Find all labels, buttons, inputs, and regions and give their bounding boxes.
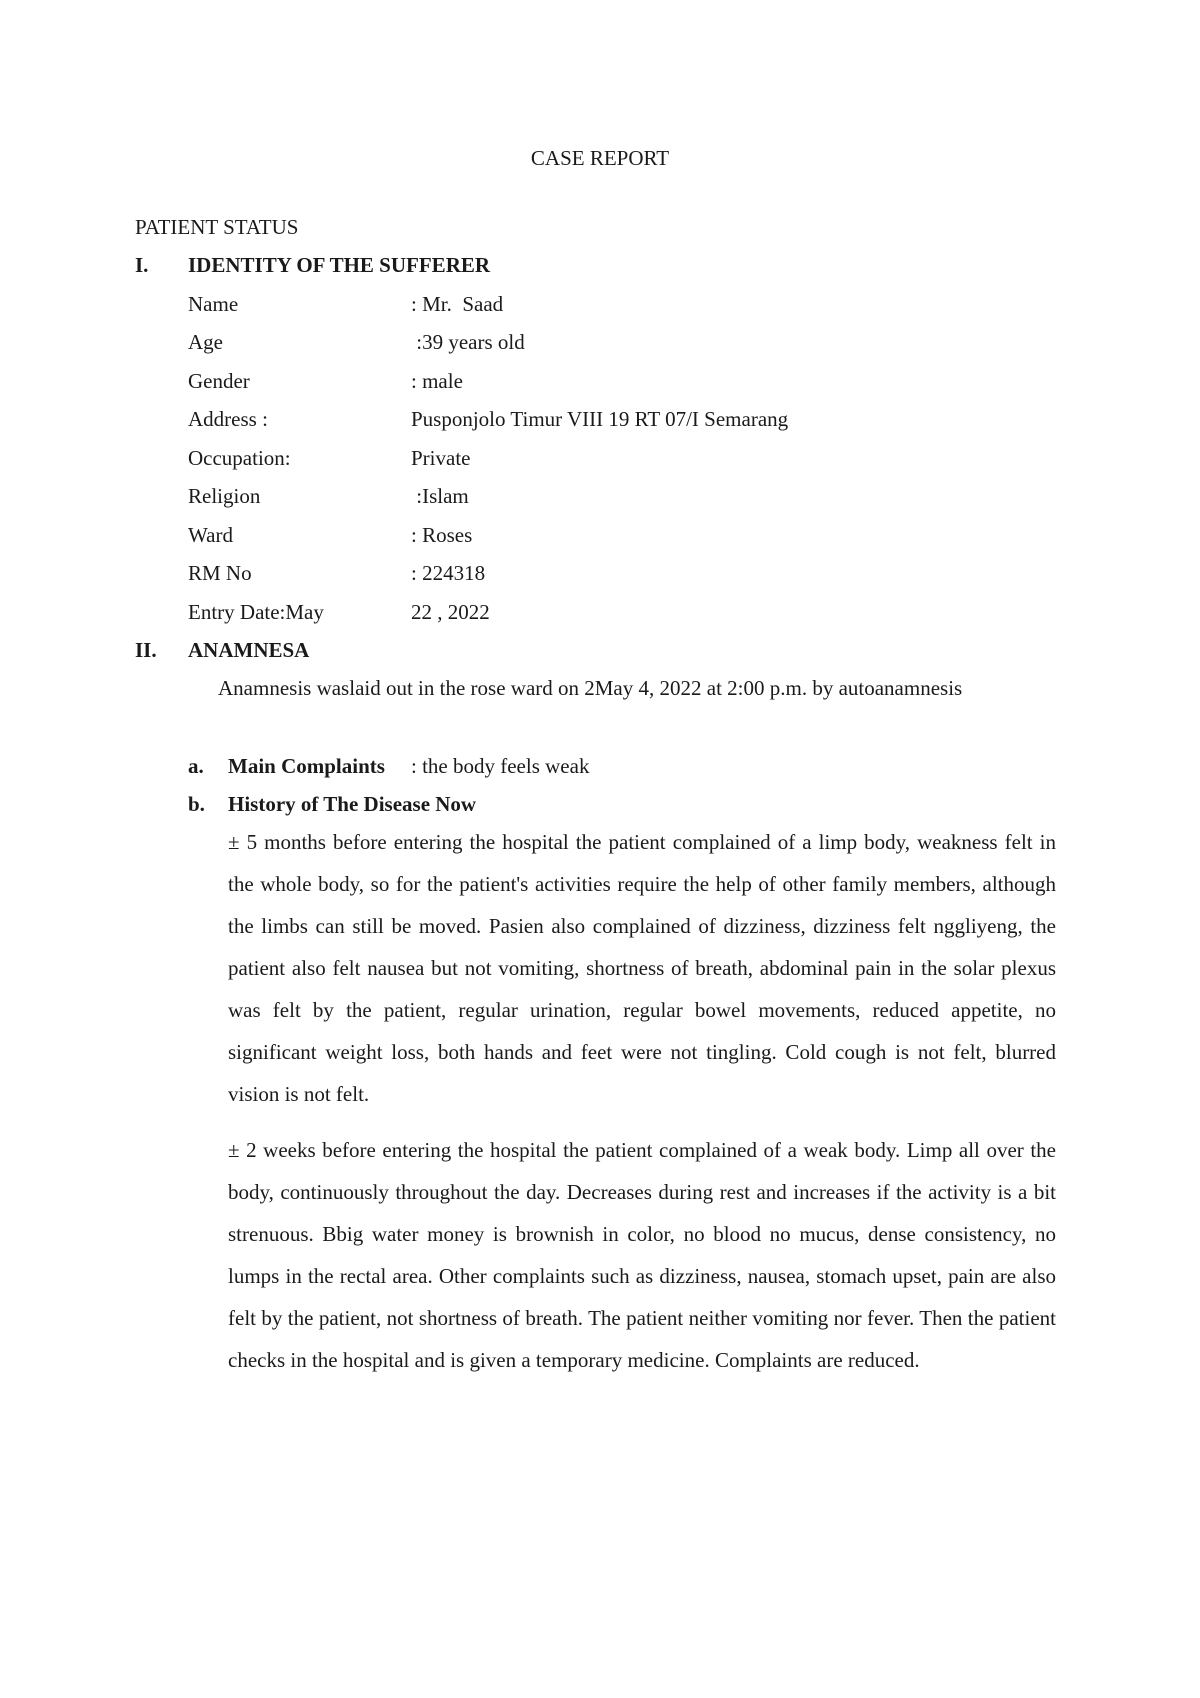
item-a-marker: a. — [188, 754, 204, 778]
main-complaints-label: Main Complaints — [228, 754, 385, 778]
field-value-address: Pusponjolo Timur VIII 19 RT 07/I Semarang — [411, 407, 789, 431]
field-value-ward: : Roses — [411, 523, 473, 547]
anamnesis-intro: Anamnesis waslaid out in the rose ward on 2May 4, 2022 at 2:00 p.m. by autoanamnesis — [218, 676, 963, 700]
field-label-address: Address : — [188, 407, 268, 431]
patient-status-heading: PATIENT STATUS — [135, 215, 299, 239]
field-label-ward: Ward — [188, 523, 233, 547]
field-value-rm-no: : 224318 — [411, 561, 486, 585]
section1-number: I. — [135, 253, 149, 277]
history-paragraph-1: ± 5 months before entering the hospital the patient complained of a limp body, weakness felt in the whole body, so for the patient's activities require the help of other family members, although the limbs can still be moved. Pasien also complained of dizziness, dizziness felt nggliyeng, the patient also felt nausea but not vomiting, shortness of breath, abdominal pain in the solar plexus was felt by the patient, regular urination, regular bowel movements, reduced appetite, no significant weight loss, both hands and feet were not tingling. Cold cough is not felt, blurred vision is not felt. — [228, 830, 1056, 1106]
field-label-gender: Gender — [188, 369, 250, 393]
field-value-occupation: Private — [411, 446, 471, 470]
history-label: History of The Disease Now — [228, 792, 477, 816]
field-label-name: Name — [188, 292, 239, 316]
field-value-gender: : male — [411, 369, 463, 393]
page-title: CASE REPORT — [530, 146, 670, 170]
item-b-marker: b. — [188, 792, 205, 816]
field-value-name: : Mr. Saad — [411, 292, 504, 316]
section1-heading: IDENTITY OF THE SUFFERER — [188, 253, 491, 277]
section2-heading: ANAMNESA — [188, 638, 310, 662]
field-value-entry-date: 22 , 2022 — [411, 600, 490, 624]
history-paragraph-2: ± 2 weeks before entering the hospital the patient complained of a weak body. Limp all over the body, continuously throughout the day. Decreases during rest and increases if the activity is a bit strenuous. Bbig water money is brownish in color, no blood no mucus, dense consistency, no lumps in the rectal area. Other complaints such as dizziness, nausea, stomach upset, pain are also felt by the patient, not shortness of breath. The patient neither vomiting nor fever. Then the patient checks in the hospital and is given a temporary medicine. Complaints are reduced. — [228, 1138, 1056, 1372]
field-value-age: :39 years old — [411, 330, 525, 354]
main-complaints-text: : the body feels weak — [411, 754, 590, 778]
field-value-religion: :Islam — [411, 484, 469, 508]
field-label-occupation: Occupation: — [188, 446, 291, 470]
section2-number: II. — [135, 638, 157, 662]
field-label-age: Age — [188, 330, 223, 354]
field-label-rm-no: RM No — [188, 561, 252, 585]
field-label-religion: Religion — [188, 484, 261, 508]
field-label-entry-date: Entry Date:May — [188, 600, 324, 624]
